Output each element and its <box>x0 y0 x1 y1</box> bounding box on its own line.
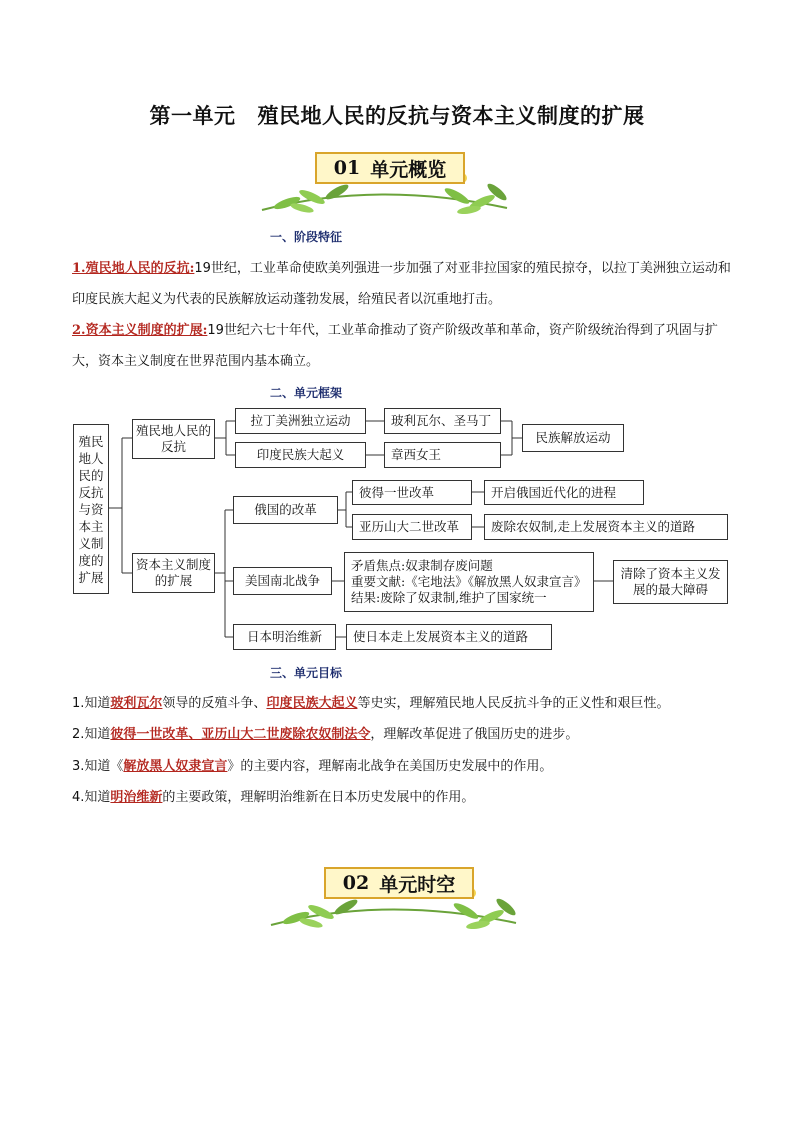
civil-war-documents: 重要文献:《宅地法》《解放黑人奴隶宣言》 <box>351 574 587 589</box>
goal-3-pre: 3.知道《 <box>72 759 124 774</box>
goal-3-post: 》的主要内容，理解南北战争在美国历史发展中的作用。 <box>227 759 553 774</box>
framework-meiji: 日本明治维新 <box>233 624 336 650</box>
framework-rani-jhansi: 章西女王 <box>384 442 501 468</box>
goal-1 <box>72 688 732 719</box>
framework-meiji-result: 使日本走上发展资本主义的道路 <box>346 624 552 650</box>
badge-number: 01 <box>333 157 361 179</box>
framework-peter-result: 开启俄国近代化的进程 <box>484 480 644 505</box>
goal-1-key1: 玻利瓦尔 <box>110 696 163 711</box>
framework-bolivar-martin: 玻利瓦尔、圣马丁 <box>384 408 501 434</box>
framework-civil-war-significance: 清除了资本主义发展的最大障碍 <box>613 560 728 604</box>
framework-alexander-result: 废除农奴制,走上发展资本主义的道路 <box>484 514 728 540</box>
framework-peter-reform: 彼得一世改革 <box>352 480 472 505</box>
badge-number: 02 <box>342 872 370 894</box>
goal-1-key2: 印度民族大起义 <box>266 696 358 711</box>
badge-box <box>324 867 474 899</box>
goal-2-key: 彼得一世改革、亚历山大二世废除农奴制法令 <box>110 727 371 742</box>
badge-label: 单元概览 <box>370 158 447 181</box>
badge-label: 单元时空 <box>379 873 456 896</box>
feature-1-text: 19世纪，工业革命使欧美列强进一步加强了对亚非拉国家的殖民掠夺，以拉丁美洲独立运动和印度民族大起义为代表的民族解放运动蓬勃发展，给殖民者以沉重地打击。 <box>72 261 731 307</box>
civil-war-focus: 矛盾焦点:奴隶制存废问题 <box>351 558 493 573</box>
framework-india-uprising: 印度民族大起义 <box>235 442 366 468</box>
framework-root: 殖民地人民的反抗与资本主义制度的扩展 <box>73 424 109 594</box>
framework-russia-reform: 俄国的改革 <box>233 496 338 524</box>
goal-2-pre: 2.知道 <box>72 727 111 742</box>
framework-capitalism-expansion: 资本主义制度的扩展 <box>132 553 215 593</box>
section-heading-features: 一、阶段特征 <box>270 230 343 244</box>
feature-1-key: 1.殖民地人民的反抗: <box>72 261 195 276</box>
feature-2-text: 19世纪六七十年代，工业革命推动了资产阶级改革和革命，资产阶级统治得到了巩固与扩大，资本主义制度在世界范围内基本确立。 <box>72 323 718 369</box>
framework-us-civil-war: 美国南北战争 <box>233 567 332 595</box>
framework-alexander-reform: 亚历山大二世改革 <box>352 514 472 540</box>
goal-1-post: 等史实，理解殖民地人民反抗斗争的正义性和艰巨性。 <box>357 696 670 711</box>
goal-4-key: 明治维新 <box>110 790 163 805</box>
goal-2 <box>72 719 732 750</box>
goal-3 <box>72 751 732 782</box>
framework-national-liberation: 民族解放运动 <box>522 424 624 452</box>
title-unit: 第一单元 <box>149 103 236 128</box>
feature-2-key: 2.资本主义制度的扩展: <box>72 323 208 338</box>
framework-colonial-resistance: 殖民地人民的反抗 <box>132 419 215 459</box>
framework-latin-america: 拉丁美洲独立运动 <box>235 408 366 434</box>
goal-4 <box>72 782 732 813</box>
section-heading-goals: 三、单元目标 <box>270 666 343 680</box>
goal-4-post: 的主要政策，理解明治维新在日本历史发展中的作用。 <box>162 790 475 805</box>
framework-civil-war-details <box>344 552 594 612</box>
badge-unit-timeline <box>266 865 526 935</box>
section-heading-framework: 二、单元框架 <box>270 386 343 400</box>
goal-2-post: ，理解改革促进了俄国历史的进步。 <box>370 727 579 742</box>
goal-1-pre: 1.知道 <box>72 696 111 711</box>
goal-1-mid: 领导的反殖斗争、 <box>162 696 267 711</box>
goal-4-pre: 4.知道 <box>72 790 111 805</box>
civil-war-result: 结果:废除了奴隶制,维护了国家统一 <box>351 590 547 605</box>
goal-3-key: 解放黑人奴隶宣言 <box>123 759 228 774</box>
title-text: 殖民地人民的反抗与资本主义制度的扩展 <box>257 103 645 128</box>
